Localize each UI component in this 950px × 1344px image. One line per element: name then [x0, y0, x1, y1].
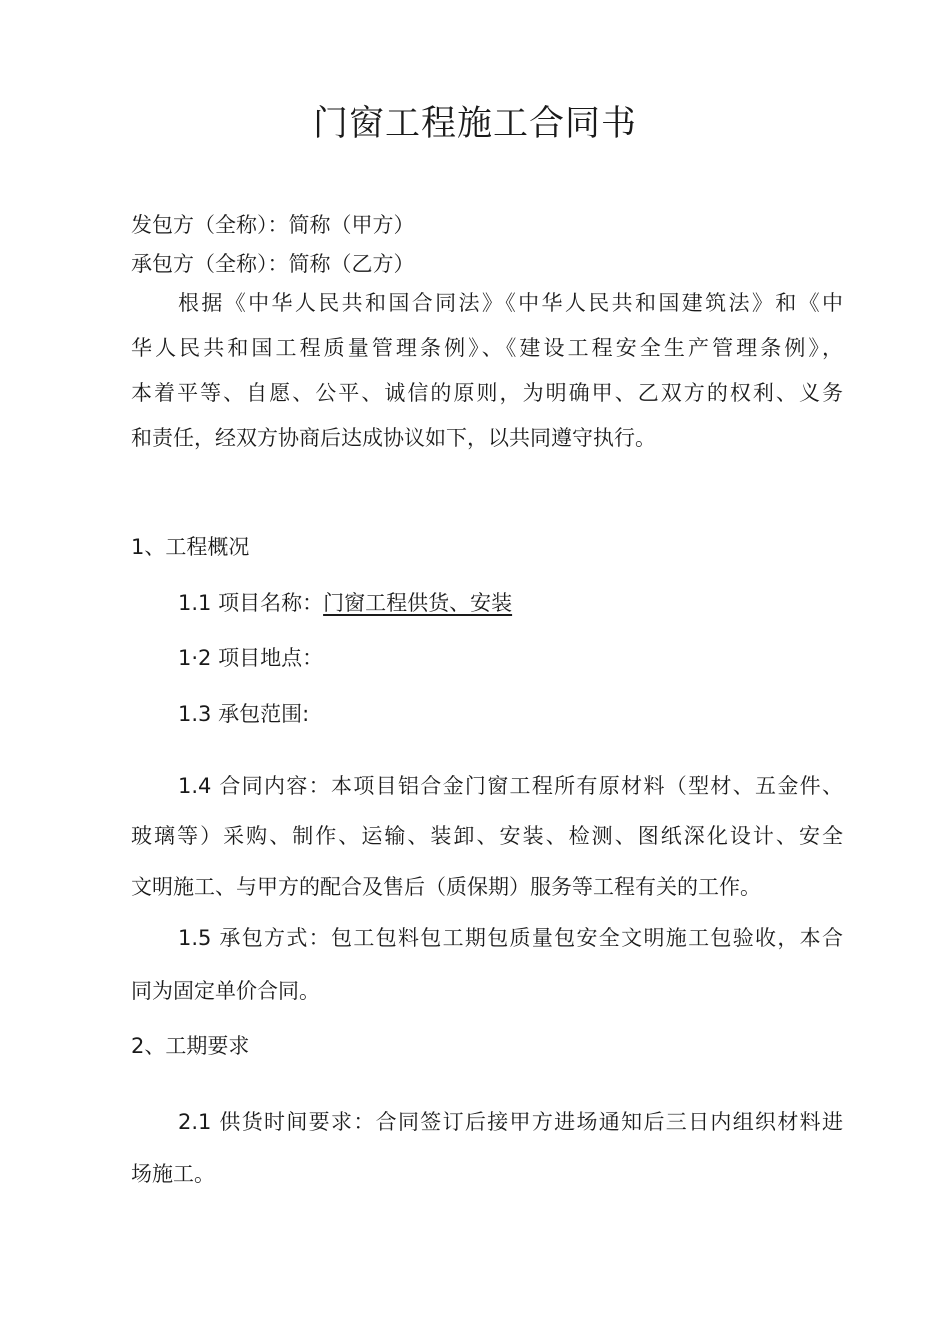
item-1-1-label: 项目名称： — [218, 591, 324, 615]
item-1-4-line-2: 玻璃等）采购、制作、运输、装卸、安装、检测、图纸深化设计、安全 — [131, 824, 843, 848]
item-1-1-number: 1.1 — [178, 591, 212, 615]
item-2-1-line-1 — [178, 1106, 843, 1136]
item-1-1-value: 门窗工程供货、安装 — [323, 591, 513, 615]
item-2-1-text-1: 供货时间要求：合同签订后接甲方进场通知后三日内组织材料进 — [219, 1110, 843, 1134]
item-2-1-line-2: 场施工。 — [131, 1162, 215, 1186]
preamble-line-1: 根据《中华人民共和国合同法》《中华人民共和国建筑法》和《中 — [178, 291, 843, 315]
item-1-5-text-1: 承包方式：包工包料包工期包质量包安全文明施工包验收，本合 — [219, 926, 843, 950]
item-1-2 — [178, 642, 323, 672]
item-1-5-line-1 — [178, 922, 843, 952]
party-b-line: 承包方（全称）：简称（乙方） — [131, 252, 415, 276]
party-a-line: 发包方（全称）：简称（甲方） — [131, 213, 415, 237]
section-1-heading: 1、工程概况 — [131, 535, 250, 559]
item-1-4-line-1 — [178, 770, 843, 800]
item-1-3-label: 承包范围: — [218, 702, 310, 726]
preamble-line-2: 华人民共和国工程质量管理条例》、《建设工程安全生产管理条例》， — [131, 336, 843, 360]
document-title: 门窗工程施工合同书 — [312, 104, 637, 144]
item-1-5-line-2: 同为固定单价合同。 — [131, 979, 320, 1003]
section-2-heading: 2、工期要求 — [131, 1034, 250, 1058]
preamble-line-3: 本着平等、自愿、公平、诚信的原则，为明确甲、乙双方的权利、义务 — [131, 381, 843, 405]
item-1-3 — [178, 698, 309, 728]
item-1-2-label: 项目地点： — [218, 646, 324, 670]
item-1-4-number: 1.4 — [178, 774, 212, 798]
item-1-5-number: 1.5 — [178, 926, 212, 950]
item-1-4-line-3: 文明施工、与甲方的配合及售后（质保期）服务等工程有关的工作。 — [131, 875, 761, 899]
item-1-1 — [178, 587, 512, 617]
item-1-3-number: 1.3 — [178, 702, 212, 726]
item-1-4-text-1: 合同内容：本项目铝合金门窗工程所有原材料（型材、五金件、 — [219, 774, 843, 798]
preamble-line-4: 和责任，经双方协商后达成协议如下，以共同遵守执行。 — [131, 426, 656, 450]
item-1-2-number: 1·2 — [178, 646, 212, 670]
item-2-1-number: 2.1 — [178, 1110, 212, 1134]
